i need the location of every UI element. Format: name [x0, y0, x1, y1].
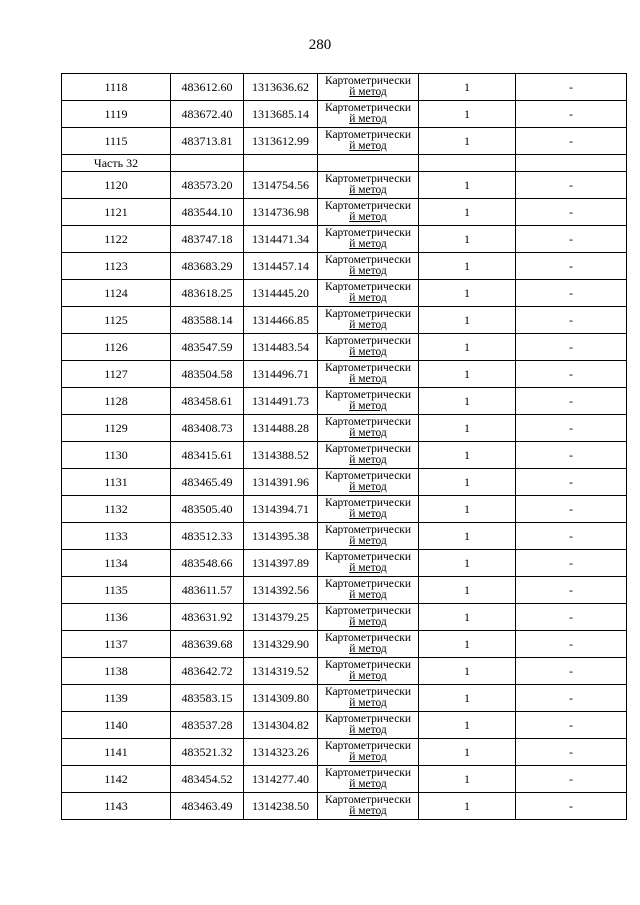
note-cell: - — [516, 280, 627, 307]
x-coordinate-cell: 483583.15 — [171, 685, 244, 712]
count-cell: 1 — [419, 712, 516, 739]
point-id-cell: 1142 — [62, 766, 171, 793]
method-text-line-1: Картометрически — [324, 605, 412, 617]
method-text-line-2: й метод — [349, 751, 387, 763]
table-row — [62, 388, 627, 415]
point-id-cell: 1131 — [62, 469, 171, 496]
note-cell: - — [516, 307, 627, 334]
count-cell: 1 — [419, 442, 516, 469]
y-coordinate-cell: 1314309.80 — [244, 685, 318, 712]
coordinates-table — [61, 73, 627, 820]
point-id-cell: 1134 — [62, 550, 171, 577]
y-coordinate-cell: 1314491.73 — [244, 388, 318, 415]
count-cell: 1 — [419, 766, 516, 793]
note-cell: - — [516, 334, 627, 361]
method-cell — [318, 280, 419, 307]
note-cell: - — [516, 685, 627, 712]
point-id-cell: 1138 — [62, 658, 171, 685]
method-text-line-1: Картометрически — [324, 713, 412, 725]
x-coordinate-cell: 483521.32 — [171, 739, 244, 766]
y-coordinate-cell: 1314379.25 — [244, 604, 318, 631]
note-cell: - — [516, 361, 627, 388]
table-row — [62, 604, 627, 631]
point-id-cell: 1118 — [62, 74, 171, 101]
note-cell: - — [516, 766, 627, 793]
method-text-line-1: Картометрически — [324, 389, 412, 401]
method-cell — [318, 128, 419, 155]
method-cell — [318, 101, 419, 128]
table-row — [62, 361, 627, 388]
note-cell: - — [516, 658, 627, 685]
point-id-cell: 1120 — [62, 172, 171, 199]
point-id-cell: 1130 — [62, 442, 171, 469]
table-row — [62, 766, 627, 793]
point-id-cell: 1141 — [62, 739, 171, 766]
table-row — [62, 550, 627, 577]
y-coordinate-cell: 1314323.26 — [244, 739, 318, 766]
method-text-line-2: й метод — [349, 535, 387, 547]
note-cell: - — [516, 388, 627, 415]
method-text-line-2: й метод — [349, 113, 387, 125]
method-cell — [318, 469, 419, 496]
method-text-line-2: й метод — [349, 562, 387, 574]
count-cell: 1 — [419, 469, 516, 496]
note-cell: - — [516, 74, 627, 101]
y-coordinate-cell: 1314754.56 — [244, 172, 318, 199]
y-coordinate-cell: 1314397.89 — [244, 550, 318, 577]
section-label: Часть 32 — [62, 155, 171, 172]
coordinates-table-body — [62, 74, 627, 820]
count-cell: 1 — [419, 496, 516, 523]
note-cell: - — [516, 793, 627, 820]
method-text-line-2: й метод — [349, 238, 387, 250]
table-row — [62, 101, 627, 128]
method-cell — [318, 793, 419, 820]
y-coordinate-cell: 1314466.85 — [244, 307, 318, 334]
count-cell: 1 — [419, 415, 516, 442]
method-cell — [318, 712, 419, 739]
method-text-line-1: Картометрически — [324, 200, 412, 212]
note-cell: - — [516, 496, 627, 523]
x-coordinate-cell: 483458.61 — [171, 388, 244, 415]
method-text-line-1: Картометрически — [324, 227, 412, 239]
note-cell: - — [516, 469, 627, 496]
method-text-line-1: Картометрически — [324, 470, 412, 482]
y-coordinate-cell: 1314391.96 — [244, 469, 318, 496]
point-id-cell: 1129 — [62, 415, 171, 442]
method-text-line-1: Картометрически — [324, 659, 412, 671]
table-row — [62, 280, 627, 307]
method-text-line-2: й метод — [349, 454, 387, 466]
method-cell — [318, 172, 419, 199]
y-coordinate-cell: 1314238.50 — [244, 793, 318, 820]
x-coordinate-cell: 483544.10 — [171, 199, 244, 226]
empty-cell — [318, 155, 419, 172]
note-cell: - — [516, 604, 627, 631]
point-id-cell: 1132 — [62, 496, 171, 523]
count-cell: 1 — [419, 74, 516, 101]
x-coordinate-cell: 483415.61 — [171, 442, 244, 469]
y-coordinate-cell: 1314445.20 — [244, 280, 318, 307]
y-coordinate-cell: 1314388.52 — [244, 442, 318, 469]
method-text-line-1: Картометрически — [324, 129, 412, 141]
empty-cell — [171, 155, 244, 172]
count-cell: 1 — [419, 280, 516, 307]
method-cell — [318, 307, 419, 334]
y-coordinate-cell: 1314304.82 — [244, 712, 318, 739]
count-cell: 1 — [419, 361, 516, 388]
method-cell — [318, 685, 419, 712]
empty-cell — [419, 155, 516, 172]
method-text-line-2: й метод — [349, 373, 387, 385]
method-text-line-1: Картометрически — [324, 497, 412, 509]
method-cell — [318, 604, 419, 631]
method-cell — [318, 415, 419, 442]
method-text-line-2: й метод — [349, 140, 387, 152]
point-id-cell: 1136 — [62, 604, 171, 631]
count-cell: 1 — [419, 793, 516, 820]
count-cell: 1 — [419, 658, 516, 685]
method-text-line-2: й метод — [349, 319, 387, 331]
method-cell — [318, 361, 419, 388]
point-id-cell: 1137 — [62, 631, 171, 658]
table-row — [62, 307, 627, 334]
table-row — [62, 658, 627, 685]
point-id-cell: 1124 — [62, 280, 171, 307]
count-cell: 1 — [419, 577, 516, 604]
point-id-cell: 1125 — [62, 307, 171, 334]
y-coordinate-cell: 1313636.62 — [244, 74, 318, 101]
x-coordinate-cell: 483611.57 — [171, 577, 244, 604]
table-row — [62, 415, 627, 442]
x-coordinate-cell: 483588.14 — [171, 307, 244, 334]
note-cell: - — [516, 523, 627, 550]
x-coordinate-cell: 483639.68 — [171, 631, 244, 658]
y-coordinate-cell: 1314319.52 — [244, 658, 318, 685]
method-text-line-1: Картометрически — [324, 632, 412, 644]
x-coordinate-cell: 483683.29 — [171, 253, 244, 280]
count-cell: 1 — [419, 604, 516, 631]
y-coordinate-cell: 1313685.14 — [244, 101, 318, 128]
method-text-line-1: Картометрически — [324, 102, 412, 114]
method-cell — [318, 496, 419, 523]
table-row — [62, 523, 627, 550]
method-text-line-1: Картометрически — [324, 578, 412, 590]
table-row — [62, 199, 627, 226]
x-coordinate-cell: 483504.58 — [171, 361, 244, 388]
table-row — [62, 739, 627, 766]
note-cell: - — [516, 226, 627, 253]
method-cell — [318, 226, 419, 253]
y-coordinate-cell: 1314488.28 — [244, 415, 318, 442]
note-cell: - — [516, 172, 627, 199]
note-cell: - — [516, 739, 627, 766]
method-text-line-2: й метод — [349, 184, 387, 196]
method-text-line-2: й метод — [349, 589, 387, 601]
table-row — [62, 253, 627, 280]
method-text-line-2: й метод — [349, 670, 387, 682]
count-cell: 1 — [419, 226, 516, 253]
table-row — [62, 442, 627, 469]
count-cell: 1 — [419, 199, 516, 226]
count-cell: 1 — [419, 739, 516, 766]
x-coordinate-cell: 483465.49 — [171, 469, 244, 496]
point-id-cell: 1121 — [62, 199, 171, 226]
page-number: 280 — [308, 37, 332, 53]
method-cell — [318, 74, 419, 101]
x-coordinate-cell: 483548.66 — [171, 550, 244, 577]
x-coordinate-cell: 483642.72 — [171, 658, 244, 685]
y-coordinate-cell: 1314736.98 — [244, 199, 318, 226]
method-cell — [318, 388, 419, 415]
y-coordinate-cell: 1314471.34 — [244, 226, 318, 253]
method-text-line-2: й метод — [349, 400, 387, 412]
table-row — [62, 577, 627, 604]
point-id-cell: 1127 — [62, 361, 171, 388]
x-coordinate-cell: 483747.18 — [171, 226, 244, 253]
section-row — [62, 155, 627, 172]
point-id-cell: 1119 — [62, 101, 171, 128]
point-id-cell: 1128 — [62, 388, 171, 415]
y-coordinate-cell: 1313612.99 — [244, 128, 318, 155]
x-coordinate-cell: 483537.28 — [171, 712, 244, 739]
note-cell: - — [516, 577, 627, 604]
table-row — [62, 793, 627, 820]
method-text-line-2: й метод — [349, 508, 387, 520]
method-text-line-2: й метод — [349, 616, 387, 628]
method-text-line-1: Картометрически — [324, 281, 412, 293]
note-cell: - — [516, 712, 627, 739]
table-row — [62, 128, 627, 155]
x-coordinate-cell: 483505.40 — [171, 496, 244, 523]
method-text-line-1: Картометрически — [324, 308, 412, 320]
method-cell — [318, 334, 419, 361]
point-id-cell: 1139 — [62, 685, 171, 712]
x-coordinate-cell: 483618.25 — [171, 280, 244, 307]
method-text-line-2: й метод — [349, 346, 387, 358]
count-cell: 1 — [419, 172, 516, 199]
method-text-line-2: й метод — [349, 778, 387, 790]
point-id-cell: 1140 — [62, 712, 171, 739]
method-cell — [318, 631, 419, 658]
method-cell — [318, 577, 419, 604]
note-cell: - — [516, 631, 627, 658]
method-text-line-2: й метод — [349, 697, 387, 709]
y-coordinate-cell: 1314496.71 — [244, 361, 318, 388]
note-cell: - — [516, 199, 627, 226]
count-cell: 1 — [419, 334, 516, 361]
table-row — [62, 631, 627, 658]
note-cell: - — [516, 550, 627, 577]
point-id-cell: 1133 — [62, 523, 171, 550]
table-row — [62, 172, 627, 199]
point-id-cell: 1135 — [62, 577, 171, 604]
method-text-line-1: Картометрически — [324, 335, 412, 347]
method-cell — [318, 523, 419, 550]
method-text-line-1: Картометрически — [324, 740, 412, 752]
empty-cell — [516, 155, 627, 172]
y-coordinate-cell: 1314394.71 — [244, 496, 318, 523]
y-coordinate-cell: 1314329.90 — [244, 631, 318, 658]
table-row — [62, 469, 627, 496]
table-row — [62, 74, 627, 101]
method-text-line-1: Картометрически — [324, 794, 412, 806]
method-cell — [318, 442, 419, 469]
table-row — [62, 226, 627, 253]
method-cell — [318, 199, 419, 226]
point-id-cell: 1115 — [62, 128, 171, 155]
method-text-line-1: Картометрически — [324, 686, 412, 698]
table-row — [62, 334, 627, 361]
count-cell: 1 — [419, 253, 516, 280]
table-row — [62, 496, 627, 523]
method-text-line-2: й метод — [349, 211, 387, 223]
note-cell: - — [516, 442, 627, 469]
table-row — [62, 685, 627, 712]
x-coordinate-cell: 483547.59 — [171, 334, 244, 361]
method-text-line-2: й метод — [349, 481, 387, 493]
note-cell: - — [516, 101, 627, 128]
count-cell: 1 — [419, 523, 516, 550]
method-cell — [318, 766, 419, 793]
method-text-line-2: й метод — [349, 265, 387, 277]
x-coordinate-cell: 483713.81 — [171, 128, 244, 155]
x-coordinate-cell: 483573.20 — [171, 172, 244, 199]
point-id-cell: 1122 — [62, 226, 171, 253]
x-coordinate-cell: 483631.92 — [171, 604, 244, 631]
method-cell — [318, 658, 419, 685]
method-text-line-2: й метод — [349, 86, 387, 98]
x-coordinate-cell: 483672.40 — [171, 101, 244, 128]
method-text-line-2: й метод — [349, 724, 387, 736]
method-text-line-2: й метод — [349, 427, 387, 439]
count-cell: 1 — [419, 631, 516, 658]
point-id-cell: 1126 — [62, 334, 171, 361]
method-text-line-1: Картометрически — [324, 524, 412, 536]
method-text-line-1: Картометрически — [324, 173, 412, 185]
method-text-line-1: Картометрически — [324, 362, 412, 374]
table-row — [62, 712, 627, 739]
note-cell: - — [516, 415, 627, 442]
method-text-line-1: Картометрически — [324, 551, 412, 563]
method-text-line-1: Картометрически — [324, 767, 412, 779]
count-cell: 1 — [419, 307, 516, 334]
note-cell: - — [516, 253, 627, 280]
x-coordinate-cell: 483408.73 — [171, 415, 244, 442]
point-id-cell: 1123 — [62, 253, 171, 280]
x-coordinate-cell: 483454.52 — [171, 766, 244, 793]
x-coordinate-cell: 483463.49 — [171, 793, 244, 820]
count-cell: 1 — [419, 128, 516, 155]
note-cell: - — [516, 128, 627, 155]
method-text-line-1: Картометрически — [324, 416, 412, 428]
empty-cell — [244, 155, 318, 172]
method-text-line-2: й метод — [349, 292, 387, 304]
y-coordinate-cell: 1314395.38 — [244, 523, 318, 550]
point-id-cell: 1143 — [62, 793, 171, 820]
method-text-line-1: Картометрически — [324, 75, 412, 87]
method-cell — [318, 253, 419, 280]
method-cell — [318, 739, 419, 766]
method-text-line-2: й метод — [349, 805, 387, 817]
method-cell — [318, 550, 419, 577]
y-coordinate-cell: 1314392.56 — [244, 577, 318, 604]
method-text-line-1: Картометрически — [324, 254, 412, 266]
x-coordinate-cell: 483512.33 — [171, 523, 244, 550]
count-cell: 1 — [419, 685, 516, 712]
method-text-line-2: й метод — [349, 643, 387, 655]
count-cell: 1 — [419, 388, 516, 415]
count-cell: 1 — [419, 101, 516, 128]
count-cell: 1 — [419, 550, 516, 577]
y-coordinate-cell: 1314483.54 — [244, 334, 318, 361]
y-coordinate-cell: 1314277.40 — [244, 766, 318, 793]
method-text-line-1: Картометрически — [324, 443, 412, 455]
x-coordinate-cell: 483612.60 — [171, 74, 244, 101]
y-coordinate-cell: 1314457.14 — [244, 253, 318, 280]
